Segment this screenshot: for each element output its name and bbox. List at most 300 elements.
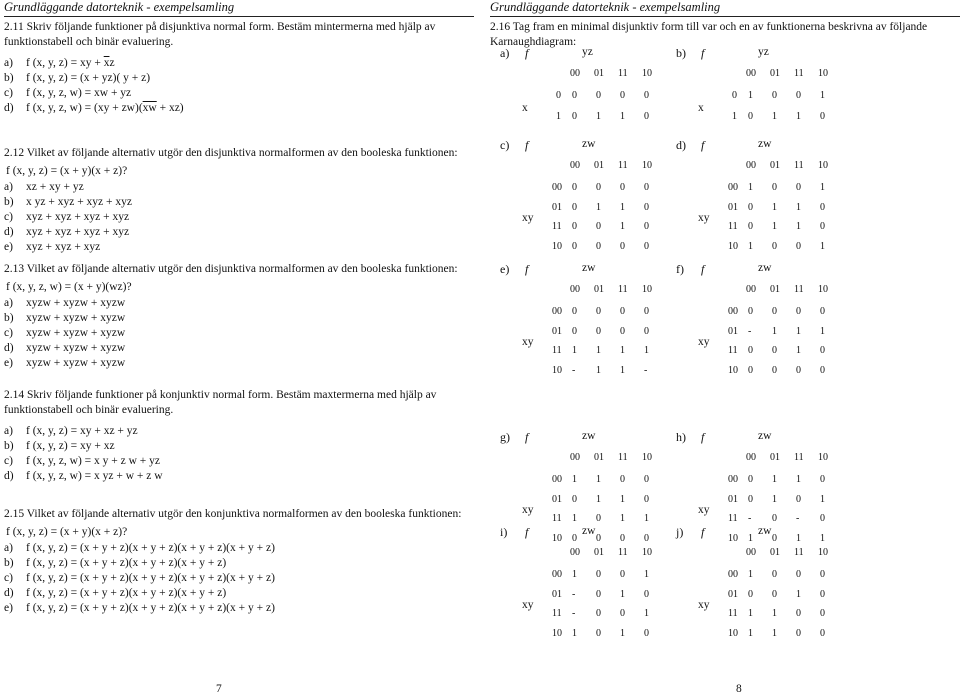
map-cell: 0	[772, 90, 777, 101]
map-function: f	[701, 262, 705, 276]
map-row-header: 01	[552, 325, 562, 337]
item-label: d)	[4, 102, 14, 114]
question-intro: 2.12 Vilket av följande alternativ utgör den disjunktiva normalformen av den booleska funktionen:	[4, 147, 458, 159]
map-cell: 0	[796, 493, 801, 505]
map-cell: 0	[644, 325, 649, 337]
map-row-header: 00	[552, 474, 562, 485]
map-cell: 1	[772, 493, 777, 505]
map-cell: 0	[796, 608, 801, 619]
question-item	[4, 71, 474, 86]
map-column-header: 11	[794, 284, 804, 295]
map-cell: 1	[796, 588, 801, 600]
map-row-header: 01	[728, 325, 738, 337]
map-cell: 0	[620, 569, 625, 580]
map-function: f	[701, 525, 705, 539]
map-cell: 0	[772, 364, 777, 376]
karnaugh-map	[500, 430, 660, 544]
map-row-header: 11	[728, 221, 738, 232]
map-cell: 0	[772, 532, 777, 544]
question-item	[4, 86, 474, 101]
map-column-header: 00	[570, 547, 580, 558]
question-2-12	[4, 146, 474, 255]
item-expression: f (x, y, z) = (x + y + z)(x + y + z)(x + y + z)	[26, 587, 227, 599]
map-row-variables: xy	[522, 599, 534, 612]
karnaugh-map	[500, 46, 660, 146]
map-cell: 0	[820, 588, 825, 600]
page-header: Grundläggande datorteknik - exempelsamling	[490, 0, 960, 17]
map-row-header: 11	[552, 513, 562, 524]
map-cell: 1	[620, 588, 625, 600]
expression-negated: $\overline{x}$	[103, 57, 110, 69]
item-label: a)	[4, 542, 13, 554]
item-expression	[26, 86, 131, 101]
item-expression	[26, 71, 150, 86]
map-cell: 1	[772, 325, 777, 337]
map-column-variables: yz	[758, 46, 769, 58]
map-cell: 0	[644, 588, 649, 600]
map-cell: 0	[772, 306, 777, 317]
map-cell: 0	[596, 627, 601, 639]
map-row-header: 01	[552, 493, 562, 505]
map-cell: 0	[644, 532, 649, 544]
map-cell: 0	[772, 588, 777, 600]
map-cell: 0	[644, 627, 649, 639]
expression-part: z	[109, 57, 115, 69]
map-cell: -	[644, 364, 648, 376]
map-label: h)	[676, 430, 686, 444]
question-items	[4, 180, 474, 255]
map-row-header: 00	[728, 182, 738, 193]
map-cell: 1	[620, 364, 625, 376]
item-expression: xyzw + xyzw + xyzw	[26, 342, 126, 354]
question-2-16-intro: 2.16 Tag fram en minimal disjunktiv form till var och en av funktionerna beskrivna av följande Karnaughdiagram:	[490, 21, 928, 48]
map-cell: 0	[820, 474, 825, 485]
map-cell: 0	[820, 569, 825, 580]
map-cell: 1	[620, 513, 625, 524]
item-expression: x yz + xyz + xyz + xyz	[26, 196, 132, 208]
map-cell: 0	[620, 90, 625, 101]
item-label: e)	[4, 241, 13, 253]
item-expression: xyzw + xyzw + xyzw	[26, 312, 126, 324]
map-cell: 0	[644, 240, 649, 252]
map-row-header: 0	[556, 90, 561, 101]
map-label: g)	[500, 430, 510, 444]
item-label: b)	[4, 72, 14, 84]
map-cell: 0	[620, 306, 625, 317]
map-cell: 1	[796, 111, 801, 122]
map-function: f	[701, 138, 705, 152]
map-row-header: 10	[552, 364, 562, 376]
map-row-variables: xy	[522, 336, 534, 349]
question-item	[4, 195, 474, 210]
karnaugh-map	[676, 138, 836, 252]
map-cell: 0	[820, 201, 825, 213]
map-cell: 1	[572, 513, 577, 524]
map-column-header: 11	[618, 452, 628, 463]
map-row-variables: xy	[698, 599, 710, 612]
map-cell: 0	[820, 345, 825, 356]
map-cell: -	[572, 364, 576, 376]
question-equation: f (x, y, z) = (x + y)(x + z)?	[6, 165, 128, 177]
map-cell: 0	[572, 532, 577, 544]
map-column-header: 10	[818, 160, 828, 171]
map-column-header: 01	[594, 160, 604, 171]
map-cell: 1	[820, 493, 825, 505]
map-function: f	[701, 430, 705, 444]
map-row-header: 01	[728, 588, 738, 600]
map-cell: 0	[748, 111, 753, 122]
item-expression: xyzw + xyzw + xyzw	[26, 357, 126, 369]
map-column-header: 11	[794, 160, 804, 171]
map-column-header: 01	[594, 68, 604, 79]
karnaugh-map	[500, 525, 660, 639]
question-items	[4, 541, 474, 616]
map-column-header: 10	[642, 452, 652, 463]
map-cell: 0	[596, 588, 601, 600]
question-item	[4, 439, 474, 454]
karnaugh-map	[676, 262, 836, 376]
item-expression	[26, 101, 184, 116]
map-cell: 0	[772, 240, 777, 252]
page-number: 8	[736, 683, 742, 695]
left-page	[4, 0, 474, 693]
map-row-header: 10	[728, 532, 738, 544]
question-item	[4, 556, 474, 571]
question-intro: 2.15 Vilket av följande alternativ utgör den konjunktiva normalformen av den booleska funktionen:	[4, 508, 462, 520]
question-item	[4, 541, 474, 556]
map-row-variables: xy	[522, 212, 534, 225]
map-column-variables: zw	[582, 430, 596, 442]
item-expression: xyz + xyz + xyz + xyz	[26, 226, 130, 238]
map-cell: 0	[796, 569, 801, 580]
map-cell: 0	[596, 90, 601, 101]
map-column-header: 01	[594, 452, 604, 463]
map-cell: 0	[620, 608, 625, 619]
item-label: b)	[4, 312, 14, 324]
map-column-variables: yz	[582, 46, 593, 58]
map-cell: 1	[796, 532, 801, 544]
map-column-header: 01	[770, 547, 780, 558]
map-function: f	[525, 525, 529, 539]
map-cell: 0	[596, 325, 601, 337]
question-item	[4, 586, 474, 601]
map-cell: 1	[620, 493, 625, 505]
map-cell: 0	[620, 474, 625, 485]
map-cell: 0	[596, 182, 601, 193]
map-row-header: 10	[552, 627, 562, 639]
map-row-header: 11	[552, 221, 562, 232]
item-expression: f (x, y, z) = xy + xz + yz	[26, 425, 138, 437]
map-row-header: 0	[732, 90, 737, 101]
map-column-header: 00	[746, 547, 756, 558]
map-cell: 1	[596, 111, 601, 122]
map-column-variables: zw	[758, 138, 772, 150]
map-cell: 1	[796, 474, 801, 485]
item-label: e)	[4, 357, 13, 369]
map-column-header: 01	[594, 547, 604, 558]
question-item	[4, 454, 474, 469]
map-row-header: 00	[552, 569, 562, 580]
map-column-header: 11	[618, 284, 628, 295]
map-cell: 1	[572, 627, 577, 639]
map-row-header: 10	[552, 240, 562, 252]
map-cell: 1	[748, 569, 753, 580]
map-cell: 1	[644, 569, 649, 580]
map-column-header: 00	[570, 284, 580, 295]
karnaugh-map	[676, 46, 836, 146]
question-item	[4, 571, 474, 586]
map-row-header: 01	[552, 588, 562, 600]
map-cell: 1	[772, 474, 777, 485]
map-cell: 0	[820, 608, 825, 619]
map-function: f	[525, 46, 529, 60]
map-cell: 0	[748, 201, 753, 213]
map-cell: 0	[820, 513, 825, 524]
map-label: b)	[676, 46, 686, 60]
map-cell: 1	[644, 513, 649, 524]
map-column-header: 01	[770, 284, 780, 295]
map-row-header: 10	[728, 364, 738, 376]
page-number: 7	[216, 683, 222, 695]
map-column-header: 10	[818, 68, 828, 79]
question-equation: f (x, y, z) = (x + y)(x + z)?	[6, 526, 128, 538]
map-column-header: 00	[570, 160, 580, 171]
question-2-14	[4, 388, 474, 484]
item-expression: f (x, y, z) = (x + y + z)(x + y + z)(x + y + z)	[26, 557, 227, 569]
map-cell: 0	[820, 111, 825, 122]
map-column-header: 01	[770, 452, 780, 463]
item-expression: f (x, y, z) = (x + y + z)(x + y + z)(x + y + z)(x + y + z)	[26, 602, 275, 614]
item-expression	[26, 56, 115, 71]
map-cell: 1	[772, 111, 777, 122]
item-expression: f (x, y, z) = xy + xz	[26, 440, 115, 452]
map-cell: 0	[748, 474, 753, 485]
question-item	[4, 101, 474, 116]
map-cell: 0	[772, 182, 777, 193]
map-cell: 1	[772, 221, 777, 232]
map-cell: 0	[572, 90, 577, 101]
map-cell: 0	[620, 532, 625, 544]
item-label: e)	[4, 602, 13, 614]
map-cell: 0	[772, 513, 777, 524]
question-equation: f (x, y, z, w) = (x + y)(wz)?	[6, 281, 132, 293]
map-column-header: 10	[642, 547, 652, 558]
item-expression: f (x, y, z) = (x + y + z)(x + y + z)(x + y + z)(x + y + z)	[26, 572, 275, 584]
map-cell: 0	[796, 90, 801, 101]
map-cell: 0	[748, 306, 753, 317]
map-cell: 1	[644, 608, 649, 619]
right-page	[490, 0, 960, 693]
map-row-variables: x	[698, 101, 704, 114]
question-items	[4, 424, 474, 484]
question-intro: 2.11 Skriv följande funktioner på disjunktiva normal form. Bestäm mintermerna med hjälp av funktionstabell och binär evaluering.	[4, 21, 436, 48]
item-label: b)	[4, 440, 14, 452]
question-items	[4, 56, 474, 116]
map-function: f	[525, 430, 529, 444]
map-cell: 1	[596, 345, 601, 356]
map-cell: 1	[748, 240, 753, 252]
karnaugh-map	[676, 430, 836, 544]
map-cell: 1	[572, 474, 577, 485]
question-2-15	[4, 507, 474, 616]
map-cell: 1	[620, 201, 625, 213]
map-cell: 0	[596, 569, 601, 580]
map-cell: 0	[820, 627, 825, 639]
map-function: f	[525, 138, 529, 152]
map-cell: 1	[620, 627, 625, 639]
map-cell: 0	[796, 240, 801, 252]
map-column-header: 00	[570, 68, 580, 79]
item-label: d)	[4, 226, 14, 238]
map-label: d)	[676, 138, 686, 152]
map-row-header: 00	[728, 569, 738, 580]
map-cell: 0	[820, 221, 825, 232]
question-2-13	[4, 262, 474, 371]
map-row-variables: xy	[698, 504, 710, 517]
map-cell: 0	[596, 532, 601, 544]
map-cell: 0	[644, 111, 649, 122]
item-expression: xyzw + xyzw + xyzw	[26, 327, 126, 339]
map-row-header: 01	[552, 201, 562, 213]
map-cell: 0	[572, 306, 577, 317]
question-2-11	[4, 20, 474, 116]
map-cell: 1	[796, 325, 801, 337]
map-cell: 0	[748, 221, 753, 232]
map-row-header: 11	[728, 608, 738, 619]
map-cell: 0	[620, 325, 625, 337]
item-label: c)	[4, 572, 13, 584]
map-row-variables: xy	[698, 336, 710, 349]
map-column-header: 10	[818, 452, 828, 463]
map-column-header: 00	[746, 68, 756, 79]
map-row-header: 00	[728, 306, 738, 317]
map-cell: 0	[596, 221, 601, 232]
item-expression: xyzw + xyzw + xyzw	[26, 297, 126, 309]
map-cell: 1	[820, 532, 825, 544]
map-column-header: 01	[594, 284, 604, 295]
map-row-variables: xy	[698, 212, 710, 225]
map-cell: 0	[820, 306, 825, 317]
expression-part: f (x, y, z, w) = (xy + zw)(	[26, 102, 143, 114]
map-cell: 1	[620, 111, 625, 122]
map-column-header: 00	[746, 284, 756, 295]
question-item	[4, 296, 474, 311]
map-cell: 1	[748, 608, 753, 619]
map-column-header: 10	[642, 160, 652, 171]
map-cell: 1	[748, 627, 753, 639]
question-item	[4, 424, 474, 439]
map-column-header: 00	[746, 452, 756, 463]
map-cell: 1	[820, 90, 825, 101]
map-row-header: 00	[728, 474, 738, 485]
map-column-header: 10	[818, 284, 828, 295]
item-label: d)	[4, 587, 14, 599]
map-cell: 1	[572, 569, 577, 580]
map-cell: 0	[772, 345, 777, 356]
map-cell: -	[748, 513, 752, 524]
map-cell: 1	[772, 201, 777, 213]
map-cell: 0	[644, 493, 649, 505]
question-item	[4, 601, 474, 616]
map-column-header: 10	[642, 284, 652, 295]
map-cell: 1	[772, 627, 777, 639]
map-row-header: 10	[728, 240, 738, 252]
map-row-header: 11	[728, 513, 738, 524]
map-row-header: 00	[552, 182, 562, 193]
question-item	[4, 225, 474, 240]
map-row-header: 11	[728, 345, 738, 356]
map-cell: 1	[596, 364, 601, 376]
karnaugh-map	[500, 138, 660, 252]
question-item	[4, 240, 474, 255]
map-cell: -	[748, 325, 752, 337]
map-column-variables: zw	[758, 525, 772, 537]
map-label: i)	[500, 525, 508, 539]
map-cell: 0	[644, 474, 649, 485]
map-column-header: 11	[794, 547, 804, 558]
map-cell: 1	[596, 201, 601, 213]
item-label: c)	[4, 211, 13, 223]
item-label: a)	[4, 425, 13, 437]
map-column-header: 10	[818, 547, 828, 558]
map-cell: 0	[596, 513, 601, 524]
map-row-header: 11	[552, 608, 562, 619]
item-label: b)	[4, 557, 14, 569]
map-cell: 1	[772, 608, 777, 619]
map-cell: 0	[796, 364, 801, 376]
item-label: b)	[4, 196, 14, 208]
map-function: f	[701, 46, 705, 60]
question-item	[4, 56, 474, 71]
item-expression: xz + xy + yz	[26, 181, 84, 193]
map-cell: 1	[796, 345, 801, 356]
map-cell: 0	[596, 240, 601, 252]
map-cell: -	[796, 513, 800, 524]
map-cell: 1	[620, 345, 625, 356]
map-cell: 1	[796, 221, 801, 232]
expression-part: f (x, y, z) = (x + yz)( y + z)	[26, 72, 151, 84]
item-label: c)	[4, 327, 13, 339]
map-cell: 0	[820, 364, 825, 376]
map-cell: 1	[748, 90, 753, 101]
map-cell: 0	[796, 306, 801, 317]
question-item	[4, 210, 474, 225]
map-cell: 0	[644, 90, 649, 101]
map-label: c)	[500, 138, 510, 152]
map-column-header: 11	[618, 547, 628, 558]
map-row-header: 10	[552, 532, 562, 544]
map-cell: 0	[596, 306, 601, 317]
page-header: Grundläggande datorteknik - exempelsamling	[4, 0, 474, 17]
map-column-variables: zw	[758, 262, 772, 274]
map-column-variables: zw	[582, 525, 596, 537]
map-cell: 0	[572, 182, 577, 193]
karnaugh-map	[676, 525, 836, 639]
map-cell: 0	[644, 182, 649, 193]
map-row-header: 1	[732, 111, 737, 122]
map-cell: -	[572, 608, 576, 619]
map-cell: 0	[796, 627, 801, 639]
item-expression: f (x, y, z) = (x + y + z)(x + y + z)(x + y + z)(x + y + z)	[26, 542, 275, 554]
map-row-variables: xy	[522, 504, 534, 517]
map-cell: 0	[644, 306, 649, 317]
item-expression: xyz + xyz + xyz	[26, 241, 101, 253]
map-column-variables: zw	[758, 430, 772, 442]
map-column-header: 11	[794, 68, 804, 79]
karnaugh-map	[500, 262, 660, 376]
item-label: c)	[4, 87, 13, 99]
map-cell: 0	[620, 182, 625, 193]
